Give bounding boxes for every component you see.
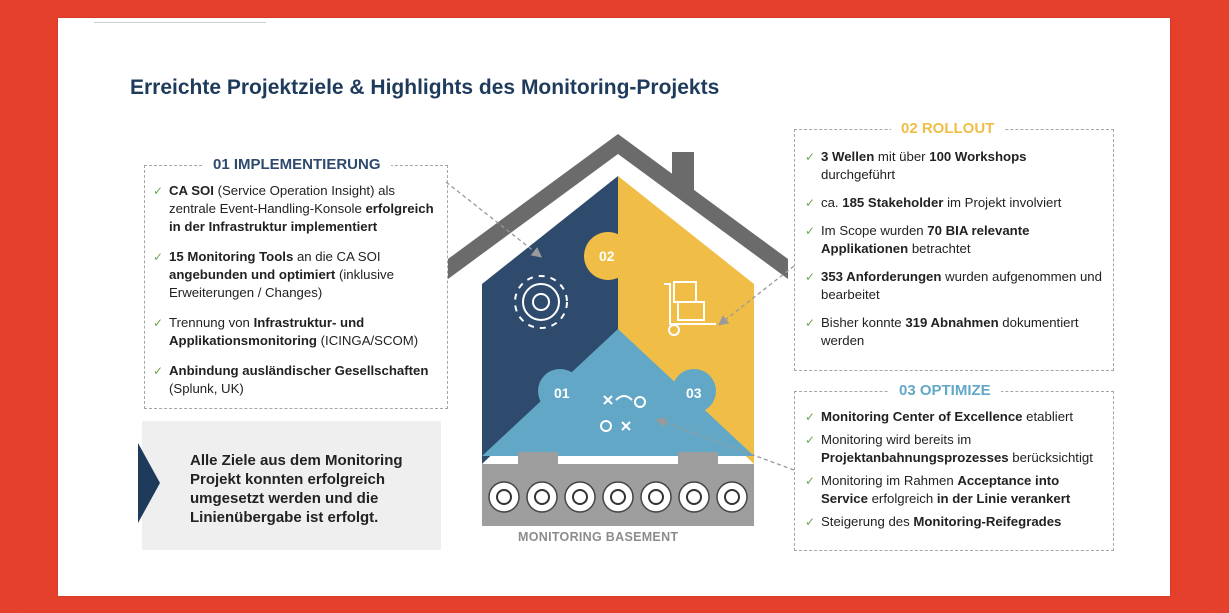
list-item	[803, 268, 1103, 304]
item-text: Monitoring im Rahmen	[821, 473, 958, 488]
robot-icon	[489, 482, 519, 512]
top-divider	[94, 22, 266, 23]
item-text: Monitoring Center of Excellence	[821, 409, 1023, 424]
item-text: 319 Abnahmen	[905, 315, 999, 330]
item-text: erfolgreich in der Infrastruktur implementiert	[169, 201, 434, 234]
implementierung-box	[144, 156, 448, 409]
rollout-heading: 02 ROLLOUT	[891, 120, 1004, 137]
item-text: Trennung von	[169, 315, 254, 330]
item-text: Anbindung ausländischer Gesellschaften	[169, 363, 429, 378]
item-text: im Projekt involviert	[943, 195, 1062, 210]
item-text: Projektanbahnungsprozesses	[821, 450, 1009, 465]
list-item	[803, 431, 1107, 467]
item-text: betrachtet	[908, 241, 971, 256]
item-text: Acceptance into Service	[821, 473, 1060, 506]
item-text: Monitoring wird bereits im	[821, 432, 972, 447]
optimize-list	[803, 408, 1107, 536]
item-text: 100 Workshops	[929, 149, 1027, 164]
network-icon	[679, 482, 709, 512]
item-text: (ICINGA/SCOM)	[317, 333, 419, 348]
item-text: 185 Stakeholder	[842, 195, 944, 210]
list-item	[151, 182, 441, 236]
item-text: etabliert	[1022, 409, 1074, 424]
check-icon: ✓	[153, 316, 164, 330]
list-item	[803, 408, 1107, 426]
check-icon: ✓	[805, 474, 816, 488]
chimney	[672, 152, 694, 194]
item-text: an die CA SOI	[293, 249, 381, 264]
item-text: Im Scope wurden	[821, 223, 928, 238]
item-text: 70 BIA relevante Applikationen	[821, 223, 1030, 256]
list-item	[151, 314, 441, 350]
item-text: (Service Operation Insight) als zentrale Event-Handling-Konsole	[169, 183, 395, 216]
check-icon: ✓	[805, 196, 816, 210]
list-item	[151, 362, 441, 398]
item-text: Infrastruktur- und Applikationsmonitoring	[169, 315, 365, 348]
implementierung-list	[151, 182, 441, 410]
list-item	[803, 314, 1103, 350]
item-text: angebunden und optimiert	[169, 267, 336, 282]
chevron-right-icon	[138, 443, 164, 523]
piece-03-number: 03	[686, 385, 702, 401]
item-text: 3 Wellen	[821, 149, 875, 164]
piece-02-number: 02	[599, 248, 615, 264]
server-icon	[641, 482, 671, 512]
item-text: berücksichtigt	[1008, 450, 1093, 465]
check-icon: ✓	[805, 270, 816, 284]
video-icon	[603, 482, 633, 512]
optimize-box	[794, 382, 1114, 551]
support-agent-icon	[565, 482, 595, 512]
item-text: 15 Monitoring Tools	[169, 249, 294, 264]
item-text: erfolgreich	[867, 491, 937, 506]
item-text: Steigerung des	[821, 514, 914, 529]
team-icon	[527, 482, 557, 512]
rollout-list	[803, 148, 1103, 360]
check-icon: ✓	[805, 410, 816, 424]
list-item	[803, 472, 1107, 508]
cloud-icon	[717, 482, 747, 512]
item-text: durchgeführt	[821, 167, 896, 182]
basement-label: MONITORING BASEMENT	[518, 530, 679, 544]
list-item	[803, 513, 1107, 531]
optimize-heading: 03 OPTIMIZE	[889, 382, 1001, 399]
check-icon: ✓	[805, 150, 816, 164]
item-text: Monitoring-Reifegrades	[913, 514, 1062, 529]
piece-01-number: 01	[554, 385, 570, 401]
rollout-box	[794, 120, 1114, 371]
item-text: 353 Anforderungen	[821, 269, 942, 284]
item-text: dokumentiert werden	[821, 315, 1079, 348]
implementierung-heading: 01 IMPLEMENTIERUNG	[203, 156, 391, 173]
list-item	[151, 248, 441, 302]
item-text: Bisher konnte	[821, 315, 906, 330]
check-icon: ✓	[805, 515, 816, 529]
item-text: mit über	[874, 149, 930, 164]
check-icon: ✓	[153, 184, 164, 198]
item-text: (Splunk, UK)	[169, 381, 244, 396]
check-icon: ✓	[153, 250, 164, 264]
check-icon: ✓	[153, 364, 164, 378]
list-item	[803, 148, 1103, 184]
house-diagram	[448, 134, 788, 554]
summary-text: Alle Ziele aus dem Monitoring Projekt konnten erfolgreich umgesetzt werden und die Linienübergabe ist erfolgt.	[190, 452, 403, 526]
item-text: wurden aufgenommen und bearbeitet	[821, 269, 1102, 302]
item-text: (inklusive Erweiterungen / Changes)	[169, 267, 394, 300]
check-icon: ✓	[805, 433, 816, 447]
item-text: in der Linie verankert	[936, 491, 1071, 506]
list-item	[803, 194, 1103, 212]
check-icon: ✓	[805, 224, 816, 238]
list-item	[803, 222, 1103, 258]
page-title: Erreichte Projektziele & Highlights des Monitoring-Projekts	[130, 76, 720, 99]
check-icon: ✓	[805, 316, 816, 330]
item-text: CA SOI	[169, 183, 214, 198]
item-text: ca.	[821, 195, 843, 210]
